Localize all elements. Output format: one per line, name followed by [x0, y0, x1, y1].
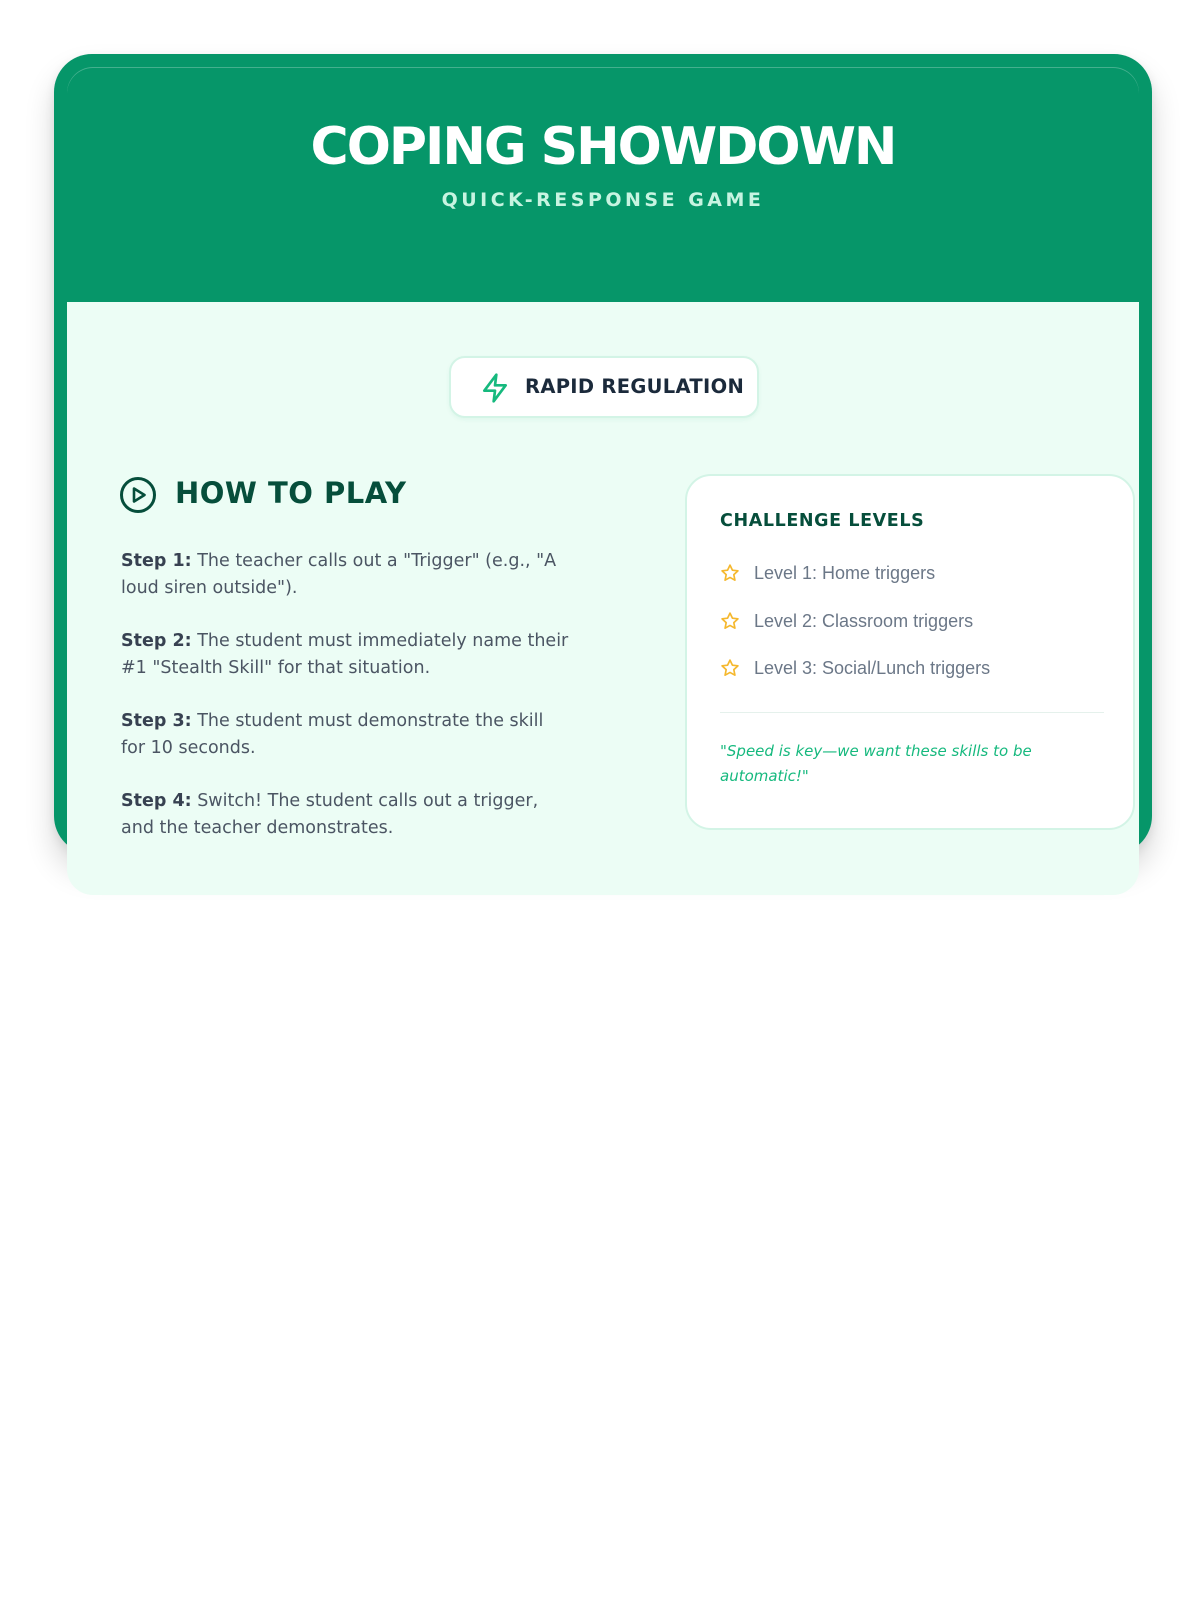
star-icon [720, 563, 740, 583]
step-label: Step 2: [121, 631, 192, 651]
card-header [67, 67, 1139, 302]
step-label: Step 3: [121, 711, 192, 731]
star-icon [720, 658, 740, 678]
page-subtitle: QUICK-RESPONSE GAME [441, 189, 765, 211]
step-text: The student must immediately name their #1 "Stealth Skill" for that situation. [121, 631, 569, 678]
steps-list [121, 548, 571, 868]
level-label: Level 2: Classroom triggers [754, 611, 974, 631]
step-text: The teacher calls out a "Trigger" (e.g., "A loud siren outside"). [121, 551, 557, 598]
rapid-regulation-badge [449, 356, 759, 418]
quote-text: "Speed is key—we want these skills to be automatic!" [720, 742, 1032, 785]
step-text: The student must demonstrate the skill for 10 seconds. [121, 711, 544, 758]
star-icon [720, 611, 740, 631]
game-card [54, 54, 1152, 854]
step-item [121, 788, 571, 842]
play-circle-icon [119, 476, 157, 514]
step-item [121, 548, 571, 602]
challenge-levels-panel [685, 474, 1135, 830]
badge-label: RAPID REGULATION [525, 375, 745, 398]
card-body [67, 302, 1139, 895]
step-label: Step 1: [121, 551, 192, 571]
step-text: Switch! The student calls out a trigger, and the teacher demonstrates. [121, 791, 539, 838]
page-title: COPING SHOWDOWN [310, 117, 896, 177]
level-label: Level 3: Social/Lunch triggers [754, 658, 991, 678]
step-item [121, 708, 571, 762]
divider [720, 712, 1104, 713]
step-label: Step 4: [121, 791, 192, 811]
how-to-play-heading: HOW TO PLAY [175, 476, 407, 510]
challenge-levels-title: CHALLENGE LEVELS [720, 511, 925, 531]
lightning-bolt-icon [479, 372, 511, 404]
step-item [121, 628, 571, 682]
level-label: Level 1: Home triggers [754, 563, 936, 583]
